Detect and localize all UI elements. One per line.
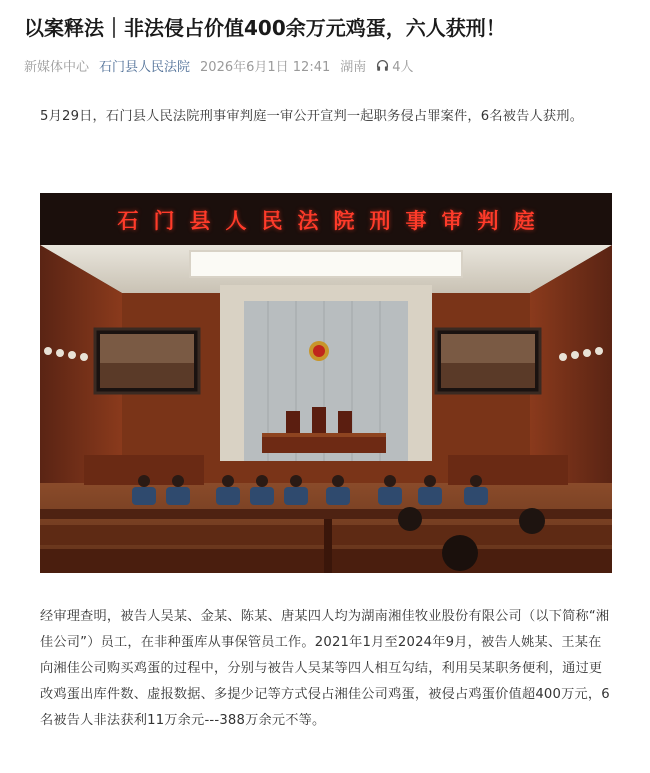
article-meta (24, 56, 434, 74)
article-title: 以案释法｜非法侵占价值400余万元鸡蛋，六人获刑！ (24, 16, 506, 40)
court-sign: 石门县人民法院刑事审判庭 (117, 208, 550, 233)
organization-link[interactable]: 石门县人民法院 (99, 59, 191, 75)
region-label: 湖南 (340, 59, 367, 75)
courtroom-illustration (40, 193, 612, 573)
publish-datetime: 2026年6月1日 12:41 (200, 59, 331, 75)
channel-name: 新媒体中心 (24, 59, 90, 75)
courtroom-photo (40, 193, 612, 573)
paragraph-case-facts: 经审理查明，被告人吴某、金某、陈某、唐某四人均为湖南湘佳牧业股份有限公司（以下简称“湘佳公司”）员工，在非种蛋库从事保管员工作。2021年1月至2024年9月，被告人姚某、王某在向湘佳公司购买鸡蛋的过程中，分别与被告人吴某等四人相互勾结，利用吴某职务便利，通过更改鸡蛋出库件数、虚报数据、多提少记等方式侵占湘佳公司鸡蛋，被侵占鸡蛋价值超400万元，6名被告人非法获利11万余元---388万余元不等。 (40, 609, 610, 728)
listen-count-text: 4人 (392, 59, 414, 75)
headphone-icon (376, 59, 389, 72)
listen-count[interactable] (376, 56, 423, 75)
paragraph-intro: 5月29日，石门县人民法院刑事审判庭一审公开宣判一起职务侵占罪案件，6名被告人获刑。 (40, 109, 584, 124)
